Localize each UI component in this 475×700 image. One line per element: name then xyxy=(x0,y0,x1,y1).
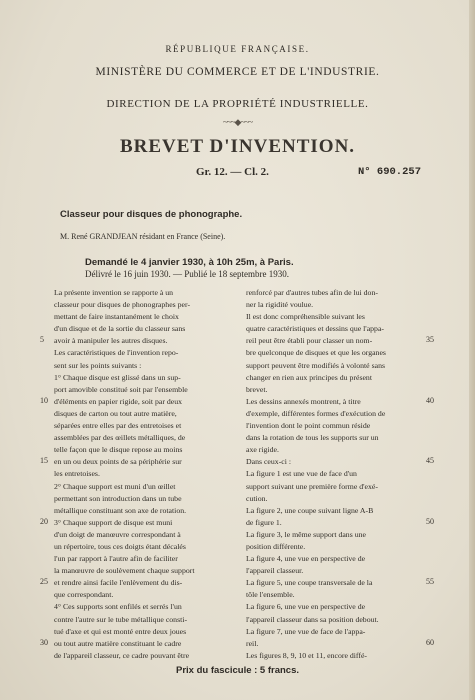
text-line: La figure 3, le même support dans une xyxy=(246,529,366,539)
republic-heading: RÉPUBLIQUE FRANÇAISE. xyxy=(165,44,310,54)
margin-line-number: 10 xyxy=(40,395,48,405)
text-line: d'éléments en papier rigide, soit par deux xyxy=(54,396,183,406)
text-line: que correspondant. xyxy=(54,590,114,600)
text-line: cution. xyxy=(246,493,268,503)
text-line: support peuvent être modifiés à volonté sans xyxy=(246,360,386,370)
text-line: ou tout autre matière constituant le cadre xyxy=(54,638,182,648)
text-line: La figure 4, une vue en perspective de xyxy=(246,554,366,564)
applicant-line: M. René GRANDJEAN résidant en France (Seine). xyxy=(60,232,226,241)
text-line: Dans ceux-ci : xyxy=(246,457,292,467)
text-line: 2° Chaque support est muni d'un œillet xyxy=(54,481,176,491)
text-line: d'un doigt de manœuvre correspondant à xyxy=(54,529,181,539)
text-line: La présente invention se rapporte à un xyxy=(54,288,174,297)
text-line: permettant son introduction dans un tube xyxy=(54,493,182,503)
text-line: avoir à manipuler les autres disques. xyxy=(54,336,168,346)
filing-date: Demandé le 4 janvier 1930, à 10h 25m, à Paris. xyxy=(85,257,294,268)
text-line: l'un par rapport à l'autre afin de faciliter xyxy=(54,554,178,564)
text-line: sent sur les points suivants : xyxy=(54,360,142,370)
text-line: La figure 1 est une vue de face d'un xyxy=(246,469,357,479)
text-line: tué d'axe et qui est monté entre deux joues xyxy=(54,626,187,636)
text-line: ner la rigidité voulue. xyxy=(246,300,314,310)
margin-line-number: 25 xyxy=(40,577,48,587)
margin-line-number: 15 xyxy=(40,456,48,466)
text-line: tôle l'ensemble. xyxy=(246,590,295,600)
margin-line-number: 20 xyxy=(40,516,48,526)
text-line: la manœuvre de soulèvement chaque support xyxy=(54,566,195,576)
brevet-title: BREVET D'INVENTION. xyxy=(119,136,356,157)
margin-line-number: 5 xyxy=(40,335,44,345)
text-line: 1° Chaque disque est glissé dans un sup- xyxy=(54,372,181,382)
text-line: d'exemple, différentes formes d'exécution de xyxy=(246,408,386,418)
text-line: brevet. xyxy=(246,384,268,394)
text-line: l'appareil classeur dans sa position debout. xyxy=(246,614,379,624)
text-line: quatre caractéristiques et dessins que l'appa- xyxy=(246,324,385,334)
text-line: d'un disque et de la sortie du classeur sans xyxy=(54,324,186,334)
page-edge xyxy=(469,0,475,700)
text-line: classeur pour disques de phonographes per- xyxy=(54,300,191,310)
margin-line-number: 55 xyxy=(426,577,434,587)
text-line: port amovible constitué soit par l'ensemble xyxy=(54,384,188,394)
margin-line-number: 45 xyxy=(426,456,434,466)
text-line: Les dessins annexés montrent, à titre xyxy=(246,396,361,406)
text-line: l'appareil classeur. xyxy=(246,566,304,576)
text-line: axe rigide. xyxy=(246,445,279,455)
left-text-column xyxy=(54,287,235,662)
text-line: 4° Ces supports sont enfilés et serrés l'un xyxy=(54,602,182,612)
text-line: Il est donc compréhensible suivant les xyxy=(246,312,365,322)
text-line: Les caractéristiques de l'invention repo- xyxy=(54,348,179,358)
margin-line-number: 60 xyxy=(426,637,434,647)
text-line: reil peut être établi pour classer un nom- xyxy=(246,336,373,346)
price-footer: Prix du fascicule : 5 francs. xyxy=(175,665,300,676)
text-line: support suivant une première forme d'exé- xyxy=(246,481,378,491)
text-line: métallique constituant son axe de rotation. xyxy=(54,505,187,515)
patent-number: N° 690.257 xyxy=(358,166,422,178)
text-line: séparées entre elles par des entretoises et xyxy=(54,421,182,431)
text-line: mettant de faire instantanément le choix xyxy=(54,312,179,322)
text-line: 3° Chaque support de disque est muni xyxy=(54,517,173,527)
invention-title: Classeur pour disques de phonographe. xyxy=(60,209,243,220)
text-line: de l'appareil classeur, ce cadre pouvant être xyxy=(54,650,190,660)
margin-line-number: 40 xyxy=(426,395,434,405)
text-line: disques de carton ou tout autre matière, xyxy=(54,408,177,418)
text-line: telle façon que le disque repose au moins xyxy=(54,445,183,455)
text-line: un répertoire, tous ces doigts étant décalés xyxy=(54,541,186,551)
ministry-heading: MINISTÈRE DU COMMERCE ET DE L'INDUSTRIE. xyxy=(95,66,380,78)
text-line: La figure 5, une coupe transversale de la xyxy=(246,578,373,588)
text-line: renforcé par d'autres tubes afin de lui don- xyxy=(246,288,378,297)
ornament-divider: ~~~◆~~~ xyxy=(222,117,253,127)
text-line: La figure 7, une vue de face de l'appa- xyxy=(246,626,366,636)
text-line: reil. xyxy=(246,638,259,648)
classification: Gr. 12. — Cl. 2. xyxy=(196,166,269,178)
text-line: contre l'autre sur le tube métallique consti- xyxy=(54,614,188,624)
text-line: La figure 6, une vue en perspective de xyxy=(246,602,366,612)
text-line: changer en rien aux principes du présent xyxy=(246,372,372,382)
text-line: dans la rotation de tous les supports sur un xyxy=(246,433,379,443)
text-line: La figure 2, une coupe suivant ligne A-B xyxy=(246,505,374,515)
right-text-column xyxy=(246,287,428,662)
direction-heading: DIRECTION DE LA PROPRIÉTÉ INDUSTRIELLE. xyxy=(106,98,369,110)
text-line: en un ou deux points de sa périphérie sur xyxy=(54,457,182,467)
text-line: Les figures 8, 9, 10 et 11, encore diffé- xyxy=(246,650,368,660)
grant-publication-date: Délivré le 16 juin 1930. — Publié le 18 septembre 1930. xyxy=(85,269,289,279)
text-line: l'invention dont le point commun réside xyxy=(246,421,371,431)
text-line: assemblées par des œillets métalliques, de xyxy=(54,433,186,443)
text-line: bre quelconque de disques et que les organes xyxy=(246,348,386,358)
margin-line-number: 30 xyxy=(40,637,48,647)
margin-line-number: 50 xyxy=(426,516,434,526)
margin-line-number: 35 xyxy=(426,335,434,345)
text-line: position différente. xyxy=(246,541,306,551)
text-line: les entretoises. xyxy=(54,469,100,479)
text-line: de figure 1. xyxy=(246,517,282,527)
text-line: et rendre ainsi facile l'enlèvement du dis- xyxy=(54,578,183,588)
